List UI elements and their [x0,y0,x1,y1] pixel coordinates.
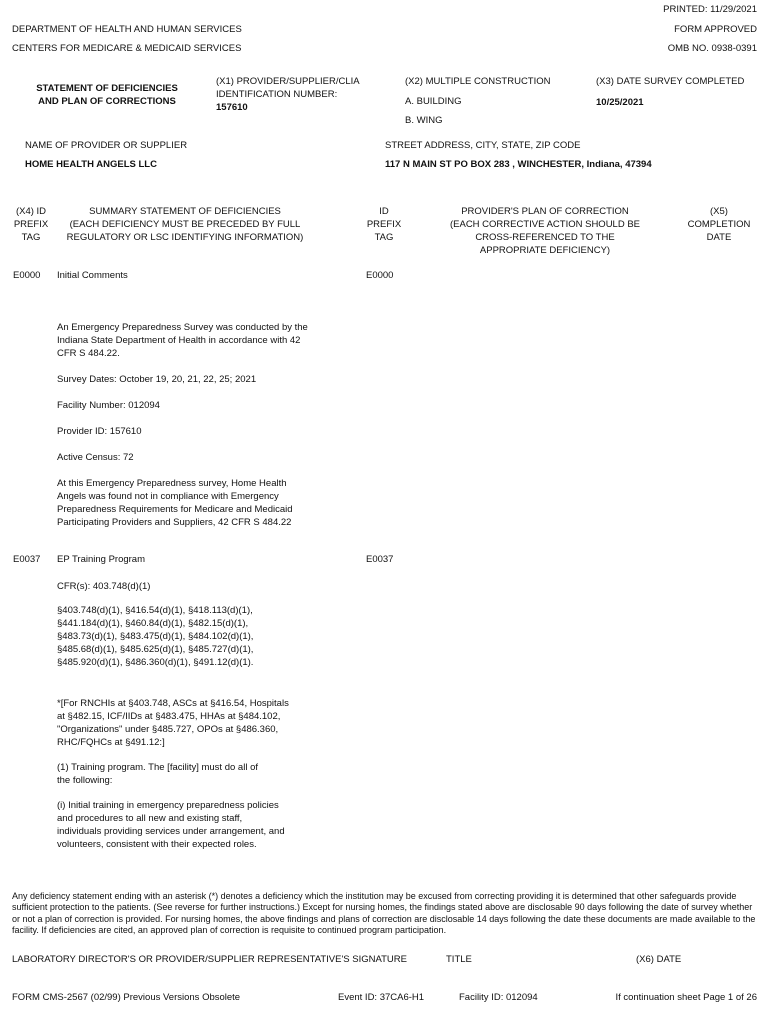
col-plan-line4: APPROPRIATE DEFICIENCY) [479,245,611,256]
e0000-title: Initial Comments [57,270,128,281]
statement-title-line1: STATEMENT OF DEFICIENCIES [36,83,178,94]
department-name: DEPARTMENT OF HEALTH AND HUMAN SERVICES [12,24,242,35]
paragraph: §403.748(d)(1), §416.54(d)(1), §418.113(d)(1), §441.184(d)(1), §460.84(d)(1), §482.15(d)(1), §483.73(d)(1), §483.475(d)(1), §484.102(d)(1), §485.68(d)(1), §485.625(d)(1), §485.727(d)(1), §485.920(d)(1), §486.360(d)(1), §491.12(d)(1). [57,605,254,668]
col-plan-line3: CROSS-REFERENCED TO THE [475,232,615,243]
paragraph: Facility Number: 012094 [57,400,160,411]
centers-name: CENTERS FOR MEDICARE & MEDICAID SERVICES [12,43,242,54]
address-label: STREET ADDRESS, CITY, STATE, ZIP CODE [385,140,581,151]
x1-label-line1: (X1) PROVIDER/SUPPLIER/CLIA [216,76,360,87]
col-x4-header [5,205,57,244]
col-x4-line2: PREFIX [13,219,49,230]
provider-name-label: NAME OF PROVIDER OR SUPPLIER [25,140,188,151]
col-summary-line1: SUMMARY STATEMENT OF DEFICIENCIES [89,206,281,217]
title-label: TITLE [446,954,472,965]
col-plan-line1: PROVIDER'S PLAN OF CORRECTION [461,206,629,217]
paragraph: Survey Dates: October 19, 20, 21, 22, 25; 2021 [57,374,257,385]
disclaimer: Any deficiency statement ending with an asterisk (*) denotes a deficiency which the institution may be excused from correcting providing it is determined that other safeguards provide sufficient protection to the patients. (See reverse for further instructions.) Except for nursing homes, the findings stated above are disclosable 90 days following the date of survey whether or not a plan of correction is provided. For nursing homes, the above findings and plans of correction are disclosable 14 days following the date these documents are made available to the facility. If deficiencies are cited, an approved plan of correction is requisite to continued program participation. [12,891,756,936]
paragraph: *[For RNCHIs at §403.748, ASCs at §416.54, Hospitals at §482.15, ICF/IIDs at §483.475, HHAs at §484.102, "Organizations" under §485.727, OPOs at §486.360, RHC/FQHCs at §491.12:] [57,698,289,748]
paragraph: Provider ID: 157610 [57,426,142,437]
col-x5-line3: DATE [706,232,732,243]
x1-label [216,75,360,114]
paragraph: At this Emergency Preparedness survey, Home Health Angels was found not in compliance with Emergency Preparedness Requirements for Medicare and Medicaid Participating Providers and Suppliers, 42 CFR S 484.22 [57,478,293,528]
col-id-line3: TAG [374,232,394,243]
col-id-header [358,205,410,244]
col-x5-line1: (X5) [710,206,728,217]
date-label: (X6) DATE [636,954,682,965]
col-x5-line2: COMPLETION [687,219,751,230]
col-summary-line3: REGULATORY OR LSC IDENTIFYING INFORMATION) [66,232,304,243]
col-id-line1: ID [379,206,389,217]
statement-title-line2: AND PLAN OF CORRECTIONS [38,96,176,107]
col-id-line2: PREFIX [366,219,402,230]
paragraph: CFR(s): 403.748(d)(1) [57,581,151,592]
e0000-tag-right: E0000 [366,270,394,281]
e0037-tag-right: E0037 [366,554,394,565]
x3-label: (X3) DATE SURVEY COMPLETED [596,76,745,87]
paragraph: (i) Initial training in emergency preparedness policies and procedures to all new and existing staff, individuals providing services under arrangement, and volunteers, consistent with their expected roles. [57,800,285,850]
x2-label: (X2) MULTIPLE CONSTRUCTION [405,76,551,87]
col-summary-line2: (EACH DEFICIENCY MUST BE PRECEDED BY FULL [69,219,301,230]
facility-id: Facility ID: 012094 [459,992,538,1003]
col-plan-line2: (EACH CORRECTIVE ACTION SHOULD BE [449,219,641,230]
col-summary-header [55,205,315,244]
e0000-tag: E0000 [13,270,41,281]
omb-number: OMB NO. 0938-0391 [667,43,757,54]
col-x4-line1: (X4) ID [15,206,47,217]
event-id: Event ID: 37CA6-H1 [338,992,425,1003]
form-approved: FORM APPROVED [674,24,757,35]
e0037-tag: E0037 [13,554,41,565]
col-x4-line3: TAG [21,232,41,243]
paragraph: Active Census: 72 [57,452,134,463]
x3-value: 10/25/2021 [596,97,644,108]
signature-label: LABORATORY DIRECTOR'S OR PROVIDER/SUPPLIER REPRESENTATIVE'S SIGNATURE [12,954,407,965]
x1-label-line2: IDENTIFICATION NUMBER: [216,89,338,100]
col-x5-header [678,205,760,244]
x1-value: 157610 [216,102,248,113]
paragraph: An Emergency Preparedness Survey was conducted by the Indiana State Department of Health in accordance with 42 CFR S 484.22. [57,322,308,359]
statement-title [22,82,192,108]
x2-wing: B. WING [405,115,443,126]
address-value: 117 N MAIN ST PO BOX 283 , WINCHESTER, Indiana, 47394 [385,159,652,170]
form-number: FORM CMS-2567 (02/99) Previous Versions Obsolete [12,992,241,1003]
provider-name: HOME HEALTH ANGELS LLC [25,159,157,170]
paragraph: (1) Training program. The [facility] must do all of the following: [57,762,258,786]
e0037-title: EP Training Program [57,554,146,565]
printed-date: PRINTED: 11/29/2021 [663,4,757,15]
col-plan-header [425,205,665,257]
continuation-sheet: If continuation sheet Page 1 of 26 [615,992,757,1003]
x2-building: A. BUILDING [405,96,462,107]
